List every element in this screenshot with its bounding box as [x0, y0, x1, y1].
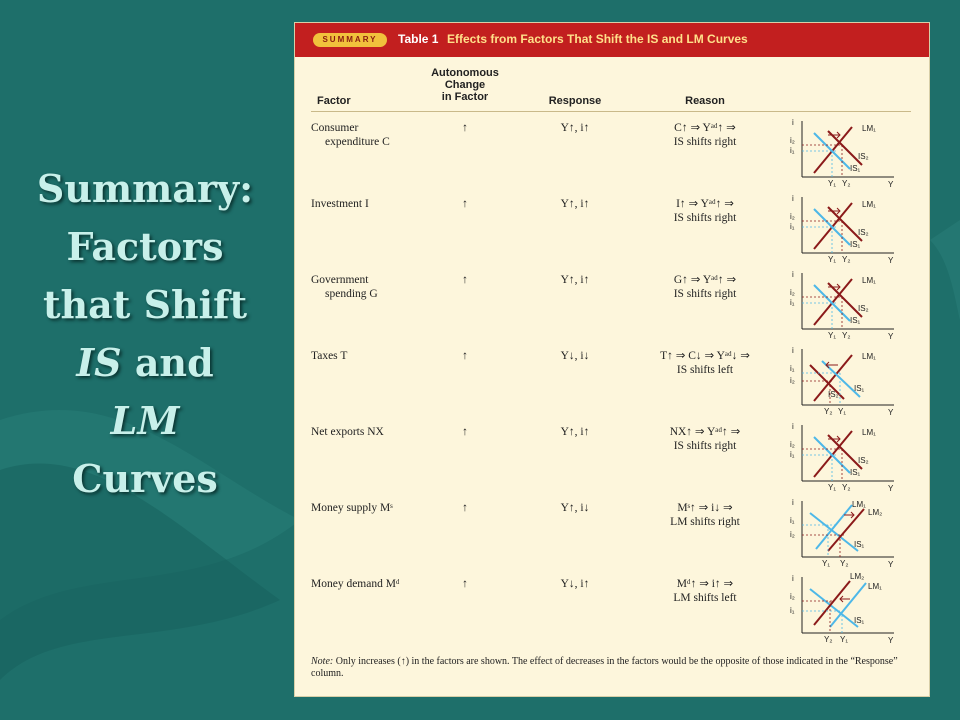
change-arrow: ↑	[462, 502, 468, 514]
table-number: Table 1	[398, 32, 439, 46]
title-is: IS	[76, 340, 122, 385]
col-header-autonomous-l1: Autonomous	[431, 67, 499, 79]
axis-label-i: i	[792, 422, 794, 431]
lm-label: LM₁	[862, 276, 876, 285]
i1-label: i₁	[790, 450, 795, 459]
factor-line-1: Money demand Mᵈ	[311, 578, 400, 590]
table-note	[311, 656, 911, 680]
reason-line-2: IS shifts right	[673, 440, 737, 452]
change-arrow: ↑	[462, 122, 468, 134]
reason-line-1: NX↑ ⇒ Yᵃᵈ↑ ⇒	[669, 426, 741, 438]
y2-label: Y₂	[824, 635, 833, 644]
note-label: Note:	[311, 656, 334, 667]
axis-label-i: i	[792, 498, 794, 507]
is2-label: IS₂	[858, 304, 869, 313]
response-cell: Y↑, i↑	[560, 426, 590, 438]
i1-label: i₁	[790, 298, 795, 307]
reason-line-1: G↑ ⇒ Yᵃᵈ↑ ⇒	[673, 274, 737, 286]
lm2-label: LM₂	[868, 508, 883, 517]
i1-label: i₁	[790, 516, 795, 525]
table-row	[295, 194, 930, 273]
factor-line-1: Consumer	[311, 122, 359, 134]
summary-badge: SUMMARY	[313, 33, 387, 47]
factor-line-1: Taxes T	[311, 350, 348, 362]
change-arrow: ↑	[462, 578, 468, 590]
change-arrow: ↑	[462, 350, 468, 362]
title-line-4	[20, 334, 270, 392]
i1-label: i₁	[790, 222, 795, 231]
is2-label: IS₂	[858, 152, 869, 161]
lm-label: LM₁	[862, 352, 876, 361]
y2-label: Y₂	[840, 559, 849, 568]
change-arrow: ↑	[462, 426, 468, 438]
y1-label: Y₁	[828, 331, 837, 340]
reason-line-2: LM shifts right	[670, 516, 740, 528]
reason-cell	[625, 425, 785, 453]
header-rule	[311, 111, 911, 112]
factor-line-1: Net exports NX	[311, 426, 384, 438]
response-cell: Y↑, i↑	[560, 274, 590, 286]
reason-line-1: Mᵈ↑ ⇒ i↑ ⇒	[676, 578, 734, 590]
title-lm: LM	[110, 398, 180, 443]
y2-label: Y₂	[824, 407, 833, 416]
is-lm-graph	[788, 569, 903, 647]
response-cell: Y↓, i↑	[560, 578, 590, 590]
shift-arrow-icon	[840, 596, 850, 602]
response-cell: Y↑, i↓	[560, 502, 590, 514]
is-lm-graph	[788, 265, 903, 343]
is-lm-graph	[788, 341, 903, 419]
axis-label-y: Y	[888, 408, 894, 417]
axis-label-i: i	[792, 194, 794, 203]
lm2-label: LM₂	[850, 572, 865, 581]
axis-label-i: i	[792, 574, 794, 583]
axis-label-i: i	[792, 346, 794, 355]
factor-cell	[311, 349, 429, 363]
y2-label: Y₂	[842, 483, 851, 492]
i2-label: i₂	[790, 592, 795, 601]
y2-label: Y₂	[842, 331, 851, 340]
factor-cell	[311, 425, 429, 439]
table-row	[295, 572, 930, 653]
is-lm-graph	[788, 417, 903, 495]
reason-line-1: C↑ ⇒ Yᵃᵈ↑ ⇒	[674, 122, 736, 134]
col-header-autonomous-l3: in Factor	[441, 91, 489, 103]
table-title: Effects from Factors That Shift the IS and LM Curves	[447, 32, 748, 46]
reason-line-2: IS shifts right	[673, 212, 737, 224]
factor-cell	[311, 197, 429, 211]
i1-label: i₁	[790, 606, 795, 615]
factor-cell	[311, 577, 429, 591]
reason-cell	[625, 577, 785, 605]
is-lm-graph	[788, 493, 903, 571]
reason-line-1: I↑ ⇒ Yᵃᵈ↑ ⇒	[676, 198, 734, 210]
lm2-curve	[814, 581, 850, 625]
y1-label: Y₁	[840, 635, 849, 644]
table-row	[295, 346, 930, 425]
col-header-autonomous-l2: Change	[444, 79, 486, 91]
is2-label: IS₂	[828, 390, 839, 399]
y1-label: Y₁	[838, 407, 847, 416]
axis-label-y: Y	[888, 256, 894, 265]
reason-line-1: Mˢ↑ ⇒ i↓ ⇒	[677, 502, 733, 514]
factor-line-1: Investment I	[311, 198, 369, 210]
reason-cell	[625, 197, 785, 225]
title-line-2: Factors	[66, 224, 224, 269]
y1-label: Y₁	[828, 179, 837, 188]
is1-label: IS₁	[850, 240, 861, 249]
reason-line-2: IS shifts right	[673, 288, 737, 300]
axis-label-y: Y	[888, 484, 894, 493]
is-lm-graph	[788, 189, 903, 267]
i2-label: i₂	[790, 376, 795, 385]
table-header-bar	[295, 23, 930, 57]
axis-label-i: i	[792, 270, 794, 279]
y2-label: Y₂	[842, 255, 851, 264]
i2-label: i₂	[790, 212, 795, 221]
is1-label: IS₁	[854, 540, 865, 549]
is1-label: IS₁	[854, 384, 865, 393]
is-lm-graph	[788, 113, 903, 191]
reason-cell	[625, 121, 785, 149]
is1-label: IS₁	[854, 616, 865, 625]
i2-label: i₂	[790, 530, 795, 539]
note-text: Only increases (↑) in the factors are shown. The effect of decreases in the factors would be the opposite of those indicated in the “Response” column.	[311, 656, 898, 679]
title-line-1: Summary:	[36, 166, 254, 211]
table-row	[295, 498, 930, 577]
col-header-reason: Reason	[685, 95, 725, 107]
axis-label-y: Y	[888, 560, 894, 569]
response-cell: Y↓, i↓	[560, 350, 590, 362]
change-arrow: ↑	[462, 198, 468, 210]
y1-label: Y₁	[828, 483, 837, 492]
lm-label: LM₁	[862, 124, 876, 133]
response-cell: Y↑, i↑	[560, 198, 590, 210]
lm-label: LM₁	[862, 428, 876, 437]
reason-line-2: IS shifts left	[676, 364, 734, 376]
y1-label: Y₁	[828, 255, 837, 264]
col-header-response: Response	[548, 95, 602, 107]
col-header-factor: Factor	[317, 95, 351, 107]
factor-cell	[311, 121, 429, 149]
factor-cell	[311, 501, 429, 515]
factor-line-1: Government	[311, 274, 369, 286]
axis-label-i: i	[792, 118, 794, 127]
lm-label: LM₁	[862, 200, 876, 209]
reason-line-1: T↑ ⇒ C↓ ⇒ Yᵃᵈ↓ ⇒	[660, 350, 750, 362]
is1-label: IS₁	[850, 468, 861, 477]
y2-label: Y₂	[842, 179, 851, 188]
reason-cell	[625, 273, 785, 301]
y1-label: Y₁	[822, 559, 831, 568]
i1-label: i₁	[790, 364, 795, 373]
axis-label-y: Y	[888, 332, 894, 341]
factor-line-2: expenditure C	[325, 136, 390, 148]
table-row	[295, 270, 930, 349]
reason-line-2: IS shifts right	[673, 136, 737, 148]
axis-label-y: Y	[888, 180, 894, 189]
col-header-autonomous	[423, 67, 507, 103]
is2-label: IS₂	[858, 228, 869, 237]
title-line-6: Curves	[72, 456, 218, 501]
table-row	[295, 118, 930, 197]
axis-label-y: Y	[888, 636, 894, 645]
response-cell: Y↑, i↑	[560, 122, 590, 134]
table-row	[295, 422, 930, 501]
lm1-label: LM₁	[852, 500, 866, 509]
factor-line-1: Money supply Mˢ	[311, 502, 393, 514]
i2-label: i₂	[790, 136, 795, 145]
summary-table-panel	[294, 22, 930, 697]
reason-line-2: LM shifts left	[673, 592, 737, 604]
factor-line-2: spending G	[325, 288, 378, 300]
shift-arrow-icon	[826, 362, 838, 368]
reason-cell	[625, 349, 785, 377]
lm1-label: LM₁	[868, 582, 882, 591]
is1-label: IS₁	[850, 316, 861, 325]
title-and: and	[134, 340, 214, 385]
i2-label: i₂	[790, 288, 795, 297]
slide-title	[20, 160, 270, 508]
is1-label: IS₁	[850, 164, 861, 173]
title-line-3: that Shift	[43, 282, 247, 327]
change-arrow: ↑	[462, 274, 468, 286]
is2-label: IS₂	[858, 456, 869, 465]
i1-label: i₁	[790, 146, 795, 155]
factor-cell	[311, 273, 429, 301]
reason-cell	[625, 501, 785, 529]
i2-label: i₂	[790, 440, 795, 449]
